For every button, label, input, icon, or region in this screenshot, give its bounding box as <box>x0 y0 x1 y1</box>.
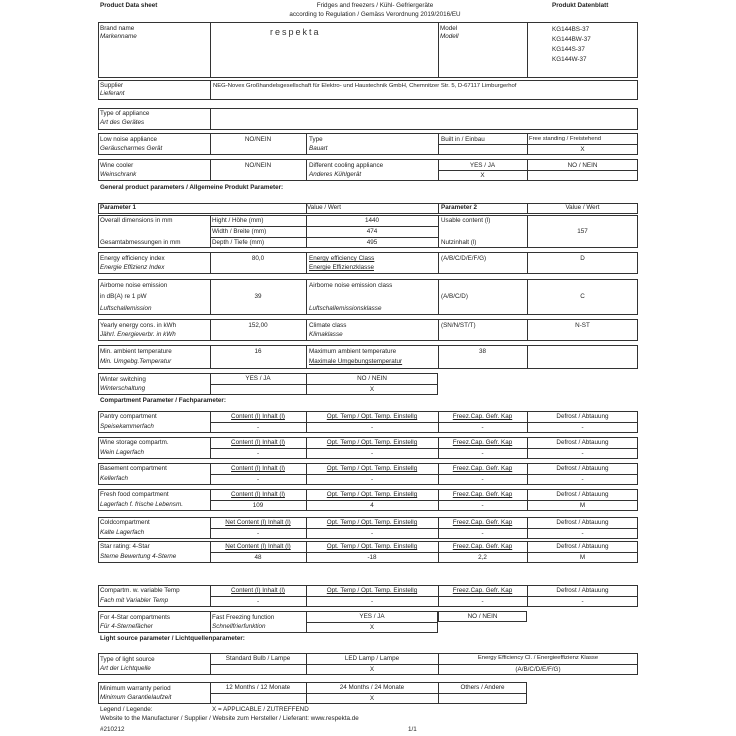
page-number: 1/1 <box>408 726 417 733</box>
brand-label-de: Markenname <box>100 33 137 40</box>
fast-freezing-yes: YES / JA <box>359 613 385 620</box>
climate-scale: (SN/N/ST/T) <box>441 322 476 329</box>
sheet-title-left: Product Data sheet <box>100 2 158 9</box>
compartment-freezecap-value: - <box>481 530 484 537</box>
sheet-title-center: Fridges and freezers / Kühl- Gefriergeräte <box>316 2 434 9</box>
max-ambient-label-en: Maximum ambient temperature <box>309 348 397 355</box>
compartment-label-de: Sterne Bewertung 4-Sterne <box>100 553 177 560</box>
compartment-label-de: Fach mit Variabler Temp <box>100 597 169 604</box>
model-2: KG144BW-37 <box>552 36 591 43</box>
type-label-de: Bauart <box>309 145 328 152</box>
model-3: KG144S-37 <box>552 46 585 53</box>
warranty-12-option: 12 Months / 12 Monate <box>225 684 291 691</box>
light-eec-scale: (A/B/C/D/E/F/G) <box>515 666 561 673</box>
energy-value: 152,00 <box>248 322 268 329</box>
compartment-content-value: - <box>256 424 260 431</box>
usable-content-label-en: Usable content (l) <box>441 217 491 224</box>
legend-value: X = APPLICABLE / ZUTREFFEND <box>212 706 309 713</box>
different-cooling-mark: X <box>480 172 485 179</box>
compartment-label-en: Basement compartment <box>100 465 167 472</box>
compartment-content-value: 109 <box>252 502 264 509</box>
compartment-defrost-header: Defrost / Abtauung <box>556 439 609 446</box>
model-4: KG144W-37 <box>552 56 587 63</box>
compartment-temp-value: - <box>370 424 374 431</box>
compartment-label-de: Kalte Lagerfach <box>100 529 145 536</box>
legend-label: Legend / Legende: <box>100 706 153 713</box>
fast-freezing-label-en: Fast Freezing function <box>212 614 275 621</box>
wine-cooler-value: NO/NEIN <box>244 162 272 169</box>
different-cooling-label-de: Anderes Kühlgerät <box>309 171 362 178</box>
compartment-label-de: Wein Lagerfach <box>100 449 144 456</box>
compartment-content-header: Content (l) Inhalt (l) <box>231 439 285 446</box>
climate-value: N-ST <box>575 322 590 329</box>
eei-value: 80,0 <box>251 255 265 262</box>
compartment-freezecap-value: - <box>481 502 484 509</box>
noise-unit: in dB(A) re 1 pW <box>100 293 147 300</box>
compartment-temp-value: - <box>370 476 374 483</box>
free-standing-option: Free standing / Freistehend <box>529 136 602 142</box>
light-type-label-en: Type of light source <box>100 656 155 663</box>
compartment-freezecap-header: Freez.Cap. Gefr. Kap <box>452 413 513 420</box>
compartment-label-en: Coldcompartment <box>100 519 150 526</box>
compartment-freezecap-header: Freez.Cap. Gefr. Kap <box>452 465 513 472</box>
free-standing-mark: X <box>580 146 585 153</box>
depth-label: Depth / Tiefe (mm) <box>212 239 265 246</box>
warranty-24-option: 24 Months / 24 Monate <box>339 684 405 691</box>
compartment-freezecap-header: Freez.Cap. Gefr. Kap <box>452 439 513 446</box>
supplier-value: NEG-Novex Großhandelsgesellschaft für Elektro- und Haustechnik GmbH, Chemnitzer Str. 5, D-67117 Limburgerhof <box>213 83 517 89</box>
width-value: 474 <box>366 228 378 235</box>
noise-class-scale: (A/B/C/D) <box>441 293 468 300</box>
model-label-en: Model <box>440 25 458 32</box>
compartment-freezecap-value: - <box>481 424 484 431</box>
min-ambient-value: 16 <box>254 348 262 355</box>
noise-label-en: Airborne noise emission <box>100 282 168 289</box>
compartment-content-header: Content (l) Inhalt (l) <box>231 413 285 420</box>
winter-label-en: Winter switching <box>100 376 146 383</box>
warranty-24-mark: X <box>369 695 375 702</box>
compartment-temp-header: Opt. Temp / Opt. Temp. Einstellg <box>326 413 418 420</box>
compartment-freezecap-value: - <box>481 476 484 483</box>
wine-cooler-label-en: Wine cooler <box>100 162 134 169</box>
four-star-label-en: For 4-Star compartments <box>100 614 170 621</box>
climate-label-de: Klimaklasse <box>309 331 343 338</box>
brand-label-en: Brand name <box>100 25 135 32</box>
compartment-section-title: Compartment Parameter / Fachparameter: <box>100 397 226 404</box>
usable-content-label-de: Nutzinhalt (l) <box>441 239 477 246</box>
compartment-freezecap-header: Freez.Cap. Gefr. Kap <box>452 519 513 526</box>
warranty-label-de: Minimum Garantielaufzeit <box>100 694 172 701</box>
compartment-defrost-value: M <box>579 554 586 561</box>
compartment-freezecap-value: - <box>481 598 484 605</box>
supplier-label-en: Supplier <box>100 82 124 89</box>
compartment-label-de: Kellerfach <box>100 475 129 482</box>
compartment-content-value: - <box>256 598 260 605</box>
led-lamp-option: LED Lamp / Lampe <box>344 655 400 662</box>
warranty-others-option: Others / Andere <box>460 684 505 691</box>
compartment-temp-value: -18 <box>367 554 377 561</box>
led-lamp-mark: X <box>369 666 375 673</box>
different-cooling-label-en: Different cooling appliance <box>309 162 384 169</box>
compartment-label-en: Star rating: 4-Star <box>100 543 150 550</box>
compartment-temp-header: Opt. Temp / Opt. Temp. Einstellg <box>326 543 418 550</box>
compartment-label-de: Speisekammerfach <box>100 423 154 430</box>
compartment-content-value: - <box>256 530 260 537</box>
eec-scale: (A/B/C/D/E/F/G) <box>441 255 487 262</box>
general-section-title: General product parameters / Allgemeine Produkt Parameter: <box>100 184 284 191</box>
compartment-defrost-header: Defrost / Abtauung <box>556 413 609 420</box>
compartment-temp-value: - <box>370 530 374 537</box>
climate-label-en: Climate class <box>309 322 347 329</box>
eec-value: D <box>580 255 585 262</box>
standard-bulb-option: Standard Bulb / Lampe <box>225 655 291 662</box>
compartment-freezecap-header: Freez.Cap. Gefr. Kap <box>452 491 513 498</box>
fast-freezing-no-cell <box>438 611 527 622</box>
sheet-subtitle: according to Regulation / Gemäss Verordnung 2019/2016/EU <box>289 11 461 18</box>
noise-label-de: Luftschallemission <box>100 305 152 312</box>
compartment-temp-header: Opt. Temp / Opt. Temp. Einstellg <box>326 465 418 472</box>
compartment-defrost-header: Defrost / Abtauung <box>556 587 609 594</box>
warranty-label-en: Minimum warranty period <box>100 685 171 692</box>
compartment-defrost-header: Defrost / Abtauung <box>556 519 609 526</box>
parameter-2-header: Parameter 2 <box>441 204 478 211</box>
winter-label-de: Winterschaltung <box>100 385 146 392</box>
fast-freezing-no: NO / NEIN <box>467 613 498 620</box>
value-header-1: Value / Wert <box>306 204 342 211</box>
compartment-label-en: Fresh food compartment <box>100 491 169 498</box>
appliance-type-label-de: Art des Gerätes <box>100 119 145 126</box>
noise-class-value: C <box>580 293 585 300</box>
eec-label-de: Energie Effizienzklasse <box>309 264 374 271</box>
eei-label-de: Energie Effizienz Index <box>100 264 165 271</box>
four-star-label-de: Für 4-Sternefächer <box>100 623 153 630</box>
light-type-label-de: Art der Lichtquelle <box>100 665 151 672</box>
compartment-defrost-value: - <box>581 598 584 605</box>
compartment-label-de: Lagerfach f. frische Lebensm. <box>100 501 183 508</box>
noise-class-label-en: Airborne noise emission class <box>309 282 393 289</box>
compartment-content-value: - <box>256 476 260 483</box>
appliance-type-label-en: Type of appliance <box>100 110 150 117</box>
brand-logo: respekta <box>270 27 321 37</box>
compartment-temp-header: Opt. Temp / Opt. Temp. Einstellg <box>326 519 418 526</box>
low-noise-value: NO/NEIN <box>244 136 272 143</box>
eec-label-en: Energy efficiency Class <box>309 255 375 262</box>
document-code: #210212 <box>100 726 125 733</box>
compartment-content-value: 48 <box>254 554 262 561</box>
compartment-temp-value: - <box>370 450 374 457</box>
compartment-defrost-header: Defrost / Abtauung <box>556 543 609 550</box>
max-ambient-value: 38 <box>478 348 486 355</box>
compartment-temp-header: Opt. Temp / Opt. Temp. Einstellg <box>326 491 418 498</box>
compartment-temp-header: Opt. Temp / Opt. Temp. Einstellg <box>326 439 418 446</box>
compartment-content-header: Net Content (l) Inhalt (l) <box>225 543 291 550</box>
model-1: KG144BS-37 <box>552 26 590 33</box>
appliance-type-row <box>98 108 638 130</box>
energy-label-de: Jährl. Energieverbr. in kWh <box>100 331 176 338</box>
compartment-content-header: Content (l) Inhalt (l) <box>231 587 285 594</box>
winter-yes: YES / JA <box>245 375 271 382</box>
fast-freezing-label-de: Schnellfrierfunktion <box>212 623 266 630</box>
compartment-content-value: - <box>256 450 260 457</box>
compartment-defrost-value: - <box>581 530 584 537</box>
compartment-defrost-value: - <box>581 450 584 457</box>
compartment-defrost-value: M <box>579 502 586 509</box>
value-header-2: Value / Wert <box>565 204 600 211</box>
compartment-freezecap-header: Freez.Cap. Gefr. Kap <box>452 543 513 550</box>
min-ambient-label-de: Min. Umgebg.Temperatur <box>100 358 172 365</box>
compartment-defrost-value: - <box>581 424 584 431</box>
built-in-option: Built in / Einbau <box>441 136 485 143</box>
max-ambient-label-de: Maximale Umgebungstemperatur <box>309 358 403 365</box>
winter-no: NO / NEIN <box>357 375 387 382</box>
compartment-defrost-value: - <box>581 476 584 483</box>
compartment-label-en: Pantry compartment <box>100 413 157 420</box>
low-noise-label-de: Geräuscharmes Gerät <box>100 145 163 152</box>
compartment-label-en: Wine storage compartm. <box>100 439 169 446</box>
compartment-temp-header: Opt. Temp / Opt. Temp. Einstellg <box>326 587 418 594</box>
usable-content-value: 157 <box>577 228 588 235</box>
compartment-freezecap-value: - <box>481 450 484 457</box>
type-label-en: Type <box>309 136 323 143</box>
height-value: 1440 <box>364 217 379 224</box>
height-label: Hight / Höhe (mm) <box>212 217 264 224</box>
compartment-temp-value: 4 <box>370 502 374 509</box>
fast-freezing-mark: X <box>369 624 375 631</box>
compartment-content-header: Content (l) Inhalt (l) <box>231 465 285 472</box>
compartment-content-header: Net Content (l) Inhalt (l) <box>225 519 291 526</box>
depth-value: 495 <box>366 239 378 246</box>
light-eec-label: Energy Efficiency Cl. / Energieeffizienz Klasse <box>477 655 599 661</box>
model-label-de: Modell <box>440 33 459 40</box>
compartment-temp-value: - <box>370 598 374 605</box>
low-noise-label-en: Low noise appliance <box>100 136 158 143</box>
noise-value: 39 <box>254 293 262 300</box>
supplier-label-de: Lieferant <box>100 90 125 97</box>
different-cooling-yes: YES / JA <box>469 162 496 169</box>
compartment-defrost-header: Defrost / Abtauung <box>556 465 609 472</box>
parameter-1-header: Parameter 1 <box>100 204 137 211</box>
dimensions-label-en: Overall dimensions in mm <box>100 217 173 224</box>
noise-class-label-de: Luftschallemissionsklasse <box>309 305 382 312</box>
different-cooling-no: NO / NEIN <box>567 162 598 169</box>
eei-label-en: Energy efficiency index <box>100 255 165 262</box>
width-label: Width / Breite (mm) <box>212 228 267 235</box>
website-line: Website to the Manufacturer / Supplier / Website zum Hersteller / Lieferant: www.respekta.de <box>100 715 359 722</box>
compartment-freezecap-value: 2,2 <box>478 554 487 561</box>
energy-label-en: Yearly energy cons. in kWh <box>100 322 177 329</box>
wine-cooler-label-de: Weinschrank <box>100 171 137 178</box>
dimensions-label-de: Gesamtabmessungen in mm <box>100 239 181 246</box>
min-ambient-label-en: Min. ambient temperature <box>100 348 172 355</box>
light-section-title: Light source parameter / Lichtquellenparameter: <box>100 635 245 642</box>
compartment-label-en: Compartm. w. variable Temp <box>100 587 180 594</box>
winter-mark: X <box>369 386 375 393</box>
compartment-defrost-header: Defrost / Abtauung <box>556 491 609 498</box>
compartment-content-header: Content (l) Inhalt (l) <box>231 491 285 498</box>
sheet-title-right: Produkt Datenblatt <box>552 2 609 9</box>
compartment-freezecap-header: Freez.Cap. Gefr. Kap <box>452 587 513 594</box>
